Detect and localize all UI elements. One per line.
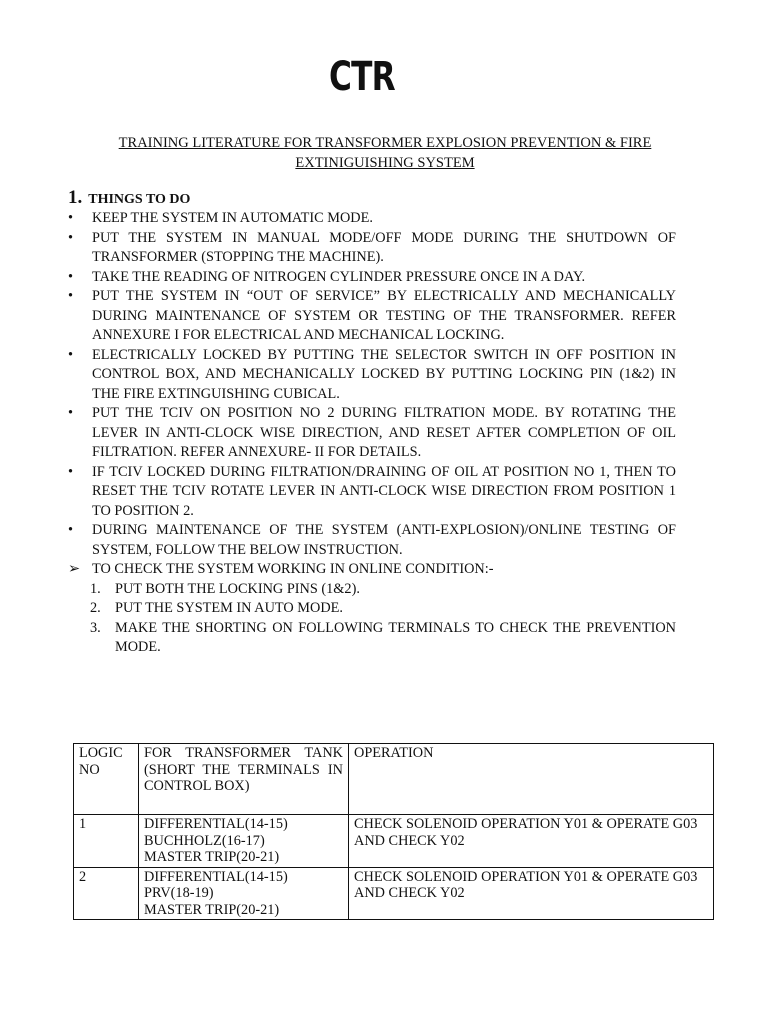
document-title: TRAINING LITERATURE FOR TRANSFORMER EXPLOSION PREVENTION & FIRE EXTINIGUISHING SYSTEM (118, 135, 652, 171)
terminal-entry: PRV(18-19) (144, 885, 214, 901)
logic-table (73, 743, 714, 920)
list-item (68, 229, 676, 268)
table-row (74, 867, 714, 920)
header-terminals: FOR TRANSFORMER TANK (SHORT THE TERMINALS IN CONTROL BOX) (139, 744, 349, 815)
bullet-icon: • (68, 522, 74, 538)
list-item (68, 463, 676, 522)
list-item (68, 287, 676, 346)
header-logic-no: LOGIC NO (74, 744, 139, 815)
terminal-entry: DIFFERENTIAL(14-15) (144, 816, 288, 832)
step-number: 2. (90, 600, 101, 616)
list-item-text: ELECTRICALLY LOCKED BY PUTTING THE SELECTOR SWITCH IN OFF POSITION IN CONTROL BOX, AND MECHANICALLY LOCKED BY PUTTING LOCKING PIN (1&2) IN THE FIRE EXTINGUISHING CUBICAL. (92, 346, 676, 402)
terminal-entry: MASTER TRIP(20-21) (144, 901, 280, 918)
step-number: 1. (90, 580, 101, 597)
header-operation: OPERATION (349, 744, 714, 815)
list-item-text: TO CHECK THE SYSTEM WORKING IN ONLINE CONDITION:- (92, 561, 494, 577)
terminals-cell (139, 815, 349, 868)
logic-number-cell: 2 (74, 867, 139, 920)
list-item (68, 404, 676, 463)
list-item (68, 521, 676, 560)
list-item-text: KEEP THE SYSTEM IN AUTOMATIC MODE. (92, 210, 373, 226)
table-header-row (74, 744, 714, 815)
terminal-entry: BUCHHOLZ(16-17) (144, 832, 265, 849)
bullet-icon: • (68, 405, 74, 421)
section-number: 1. (68, 187, 83, 208)
list-item (68, 560, 676, 580)
list-item (68, 268, 676, 288)
terminal-entry: DIFFERENTIAL(14-15) (144, 868, 288, 885)
list-item-text: PUT THE SYSTEM IN MANUAL MODE/OFF MODE DURING THE SHUTDOWN OF TRANSFORMER (STOPPING THE MACHINE). (92, 229, 676, 265)
bullet-icon: • (68, 268, 74, 285)
bullet-icon: • (68, 463, 74, 480)
list-item-text: DURING MAINTENANCE OF THE SYSTEM (ANTI-EXPLOSION)/ONLINE TESTING OF SYSTEM, FOLLOW THE BELOW INSTRUCTION. (92, 522, 676, 558)
instruction-list (68, 209, 676, 658)
logic-number-cell: 1 (74, 815, 139, 868)
bullet-icon: • (68, 346, 74, 363)
arrow-bullet-icon: ➢ (68, 561, 80, 577)
bullet-icon: • (68, 229, 74, 246)
bullet-icon: • (68, 210, 74, 226)
list-item-text: PUT THE TCIV ON POSITION NO 2 DURING FILTRATION MODE. BY ROTATING THE LEVER IN ANTI-CLOCK WISE DIRECTION, AND RESET AFTER COMPLETION OF OIL FILTRATION. REFER ANNEXURE- II FOR DETAILS. (92, 405, 676, 460)
numbered-step (68, 619, 676, 658)
list-item-text: PUT THE SYSTEM IN “OUT OF SERVICE” BY ELECTRICALLY AND MECHANICALLY DURING MAINTENANCE OF SYSTEM OR TESTING OF THE TRANSFORMER. REFER ANNEXURE I FOR ELECTRICAL AND MECHANICAL LOCKING. (92, 288, 676, 343)
operation-cell: CHECK SOLENOID OPERATION Y01 & OPERATE G03 AND CHECK Y02 (349, 815, 714, 868)
terminal-entry: MASTER TRIP(20-21) (144, 849, 280, 865)
step-text: MAKE THE SHORTING ON FOLLOWING TERMINALS TO CHECK THE PREVENTION MODE. (115, 619, 676, 655)
step-text: PUT THE SYSTEM IN AUTO MODE. (115, 600, 343, 616)
bullet-icon: • (68, 288, 74, 304)
ctr-logo: CTR (329, 54, 395, 100)
table-row (74, 815, 714, 868)
operation-cell: CHECK SOLENOID OPERATION Y01 & OPERATE G03 AND CHECK Y02 (349, 867, 714, 920)
terminals-cell (139, 867, 349, 920)
list-item (68, 346, 676, 405)
step-text: PUT BOTH THE LOCKING PINS (1&2). (115, 580, 360, 597)
step-number: 3. (90, 619, 101, 636)
list-item-text: IF TCIV LOCKED DURING FILTRATION/DRAINING OF OIL AT POSITION NO 1, THEN TO RESET THE TCIV ROTATE LEVER IN ANTI-CLOCK WISE DIRECTION FROM POSITION 1 TO POSITION 2. (92, 463, 676, 519)
section-heading-text: THINGS TO DO (88, 192, 191, 207)
numbered-step (68, 580, 676, 600)
list-item-text: TAKE THE READING OF NITROGEN CYLINDER PRESSURE ONCE IN A DAY. (92, 268, 586, 285)
numbered-step (68, 599, 676, 619)
list-item (68, 209, 676, 229)
section-heading (68, 187, 190, 211)
